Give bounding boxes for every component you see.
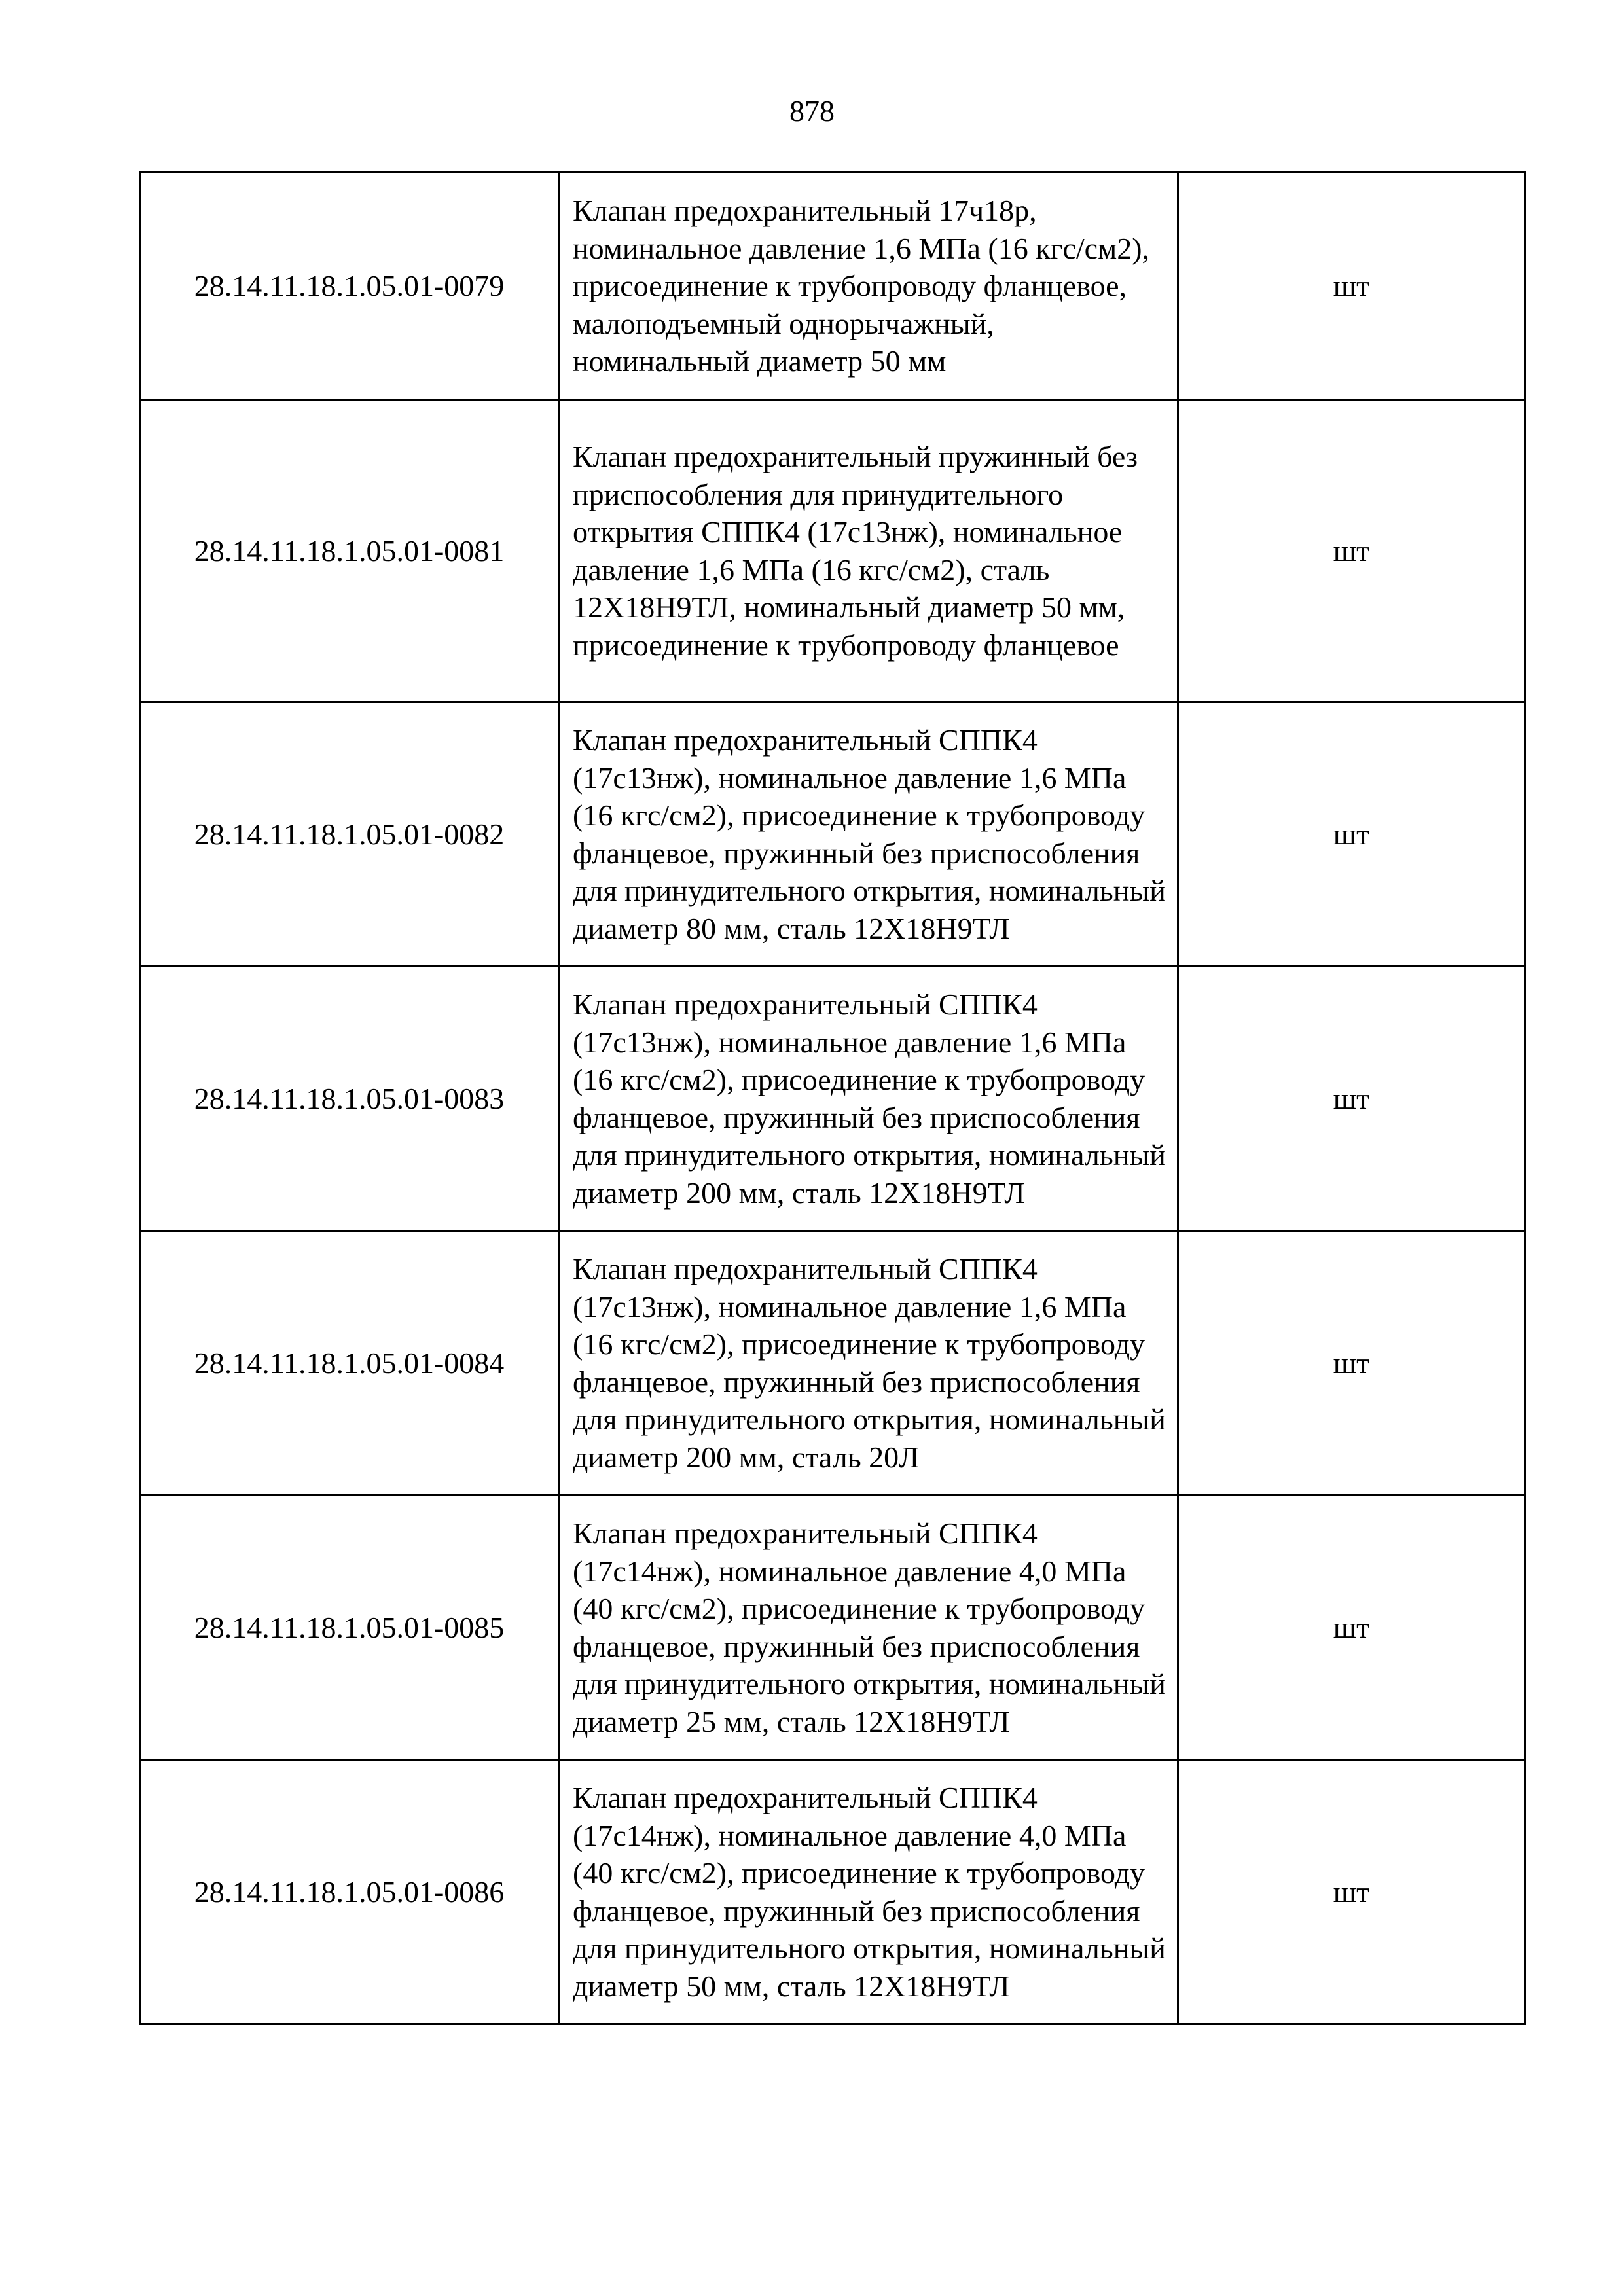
table-row <box>140 1231 1525 1496</box>
resource-unit: шт <box>1178 1760 1525 2024</box>
resource-code: 28.14.11.18.1.05.01-0086 <box>140 1760 559 2024</box>
table-row <box>140 400 1525 702</box>
resource-unit: шт <box>1178 1231 1525 1496</box>
table-row <box>140 702 1525 967</box>
page-number: 878 <box>789 94 835 128</box>
resource-unit: шт <box>1178 1496 1525 1760</box>
resource-code: 28.14.11.18.1.05.01-0082 <box>140 702 559 967</box>
resource-description: Клапан предохранительный СППК4 (17с13нж), номинальное давление 1,6 МПа (16 кгс/см2), присоединение к трубопроводу фланцевое, пружинный без приспособления для принудительного открытия, номинальный диаметр 200 мм, сталь 12Х18Н9ТЛ <box>559 967 1178 1231</box>
resource-description: Клапан предохранительный СППК4 (17с13нж), номинальное давление 1,6 МПа (16 кгс/см2), присоединение к трубопроводу фланцевое, пружинный без приспособления для принудительного открытия, номинальный диаметр 200 мм, сталь 20Л <box>559 1231 1178 1496</box>
resource-unit: шт <box>1178 702 1525 967</box>
resource-code: 28.14.11.18.1.05.01-0083 <box>140 967 559 1231</box>
resource-unit: шт <box>1178 967 1525 1231</box>
resource-unit: шт <box>1178 400 1525 702</box>
resource-description: Клапан предохранительный СППК4 (17с14нж), номинальное давление 4,0 МПа (40 кгс/см2), присоединение к трубопроводу фланцевое, пружинный без приспособления для принудительного открытия, номинальный диаметр 25 мм, сталь 12Х18Н9ТЛ <box>559 1496 1178 1760</box>
table-row <box>140 1496 1525 1760</box>
resource-description: Клапан предохранительный СППК4 (17с14нж), номинальное давление 4,0 МПа (40 кгс/см2), присоединение к трубопроводу фланцевое, пружинный без приспособления для принудительного открытия, номинальный диаметр 50 мм, сталь 12Х18Н9ТЛ <box>559 1760 1178 2024</box>
table-row <box>140 1760 1525 2024</box>
resource-code: 28.14.11.18.1.05.01-0081 <box>140 400 559 702</box>
table-row <box>140 967 1525 1231</box>
resource-description: Клапан предохранительный СППК4 (17с13нж), номинальное давление 1,6 МПа (16 кгс/см2), присоединение к трубопроводу фланцевое, пружинный без приспособления для принудительного открытия, номинальный диаметр 80 мм, сталь 12Х18Н9ТЛ <box>559 702 1178 967</box>
resource-code: 28.14.11.18.1.05.01-0084 <box>140 1231 559 1496</box>
table-row <box>140 173 1525 400</box>
resource-unit: шт <box>1178 173 1525 400</box>
resource-table <box>139 171 1526 2025</box>
resource-description: Клапан предохранительный 17ч18р, номинальное давление 1,6 МПа (16 кгс/см2), присоединение к трубопроводу фланцевое, малоподъемный однорычажный, номинальный диаметр 50 мм <box>559 173 1178 400</box>
resource-code: 28.14.11.18.1.05.01-0085 <box>140 1496 559 1760</box>
resource-description: Клапан предохранительный пружинный без приспособления для принудительного открытия СППК4 (17с13нж), номинальное давление 1,6 МПа (16 кгс/см2), сталь 12Х18Н9ТЛ, номинальный диаметр 50 мм, присоединение к трубопроводу фланцевое <box>559 400 1178 702</box>
resource-code: 28.14.11.18.1.05.01-0079 <box>140 173 559 400</box>
